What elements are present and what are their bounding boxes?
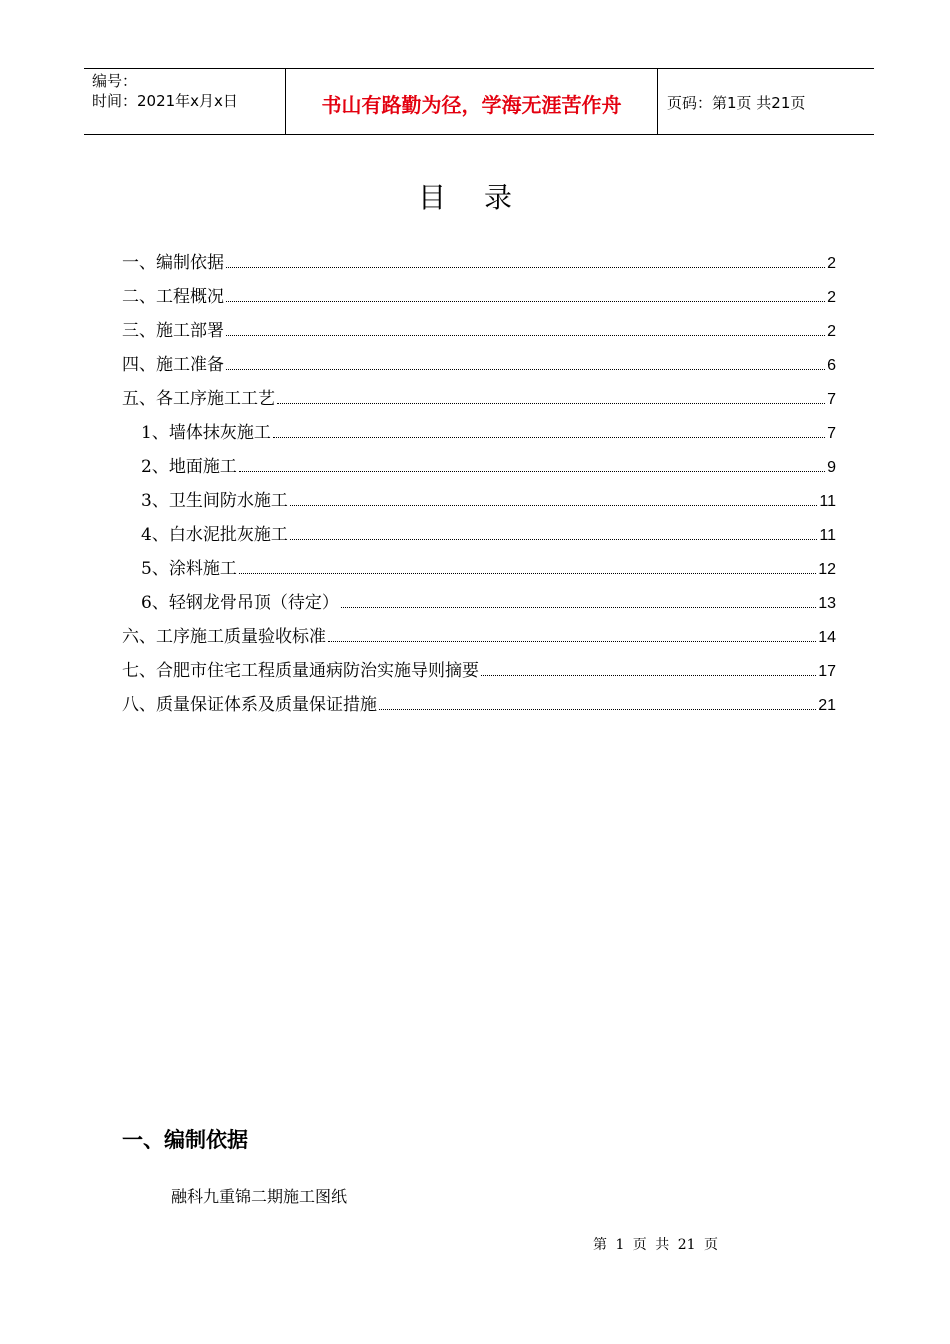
toc-entry[interactable] xyxy=(122,384,836,418)
toc-entry-page: 2 xyxy=(827,255,836,272)
toc-entry-page: 2 xyxy=(827,289,836,306)
toc-entry[interactable] xyxy=(122,520,836,554)
toc-entry-page: 13 xyxy=(818,595,836,612)
toc-entry[interactable] xyxy=(122,418,836,452)
toc-dot-leader xyxy=(226,334,825,336)
toc-entry[interactable] xyxy=(122,690,836,724)
toc-entry-label: 5、涂料施工 xyxy=(141,559,237,579)
toc-entry-label: 一、编制依据 xyxy=(122,253,224,273)
toc-dot-leader xyxy=(290,504,818,506)
toc-dot-leader xyxy=(328,640,816,642)
toc-dot-leader xyxy=(481,674,816,676)
toc-dot-leader xyxy=(226,266,825,268)
toc-entry-page: 6 xyxy=(827,357,836,374)
toc-dot-leader xyxy=(379,708,816,710)
table-of-contents xyxy=(122,248,836,724)
toc-dot-leader xyxy=(226,300,825,302)
section-body-text: 融科九重锦二期施工图纸 xyxy=(171,1187,348,1206)
toc-entry[interactable] xyxy=(122,452,836,486)
toc-entry[interactable] xyxy=(122,622,836,656)
toc-dot-leader xyxy=(239,572,816,574)
header-page-cell xyxy=(658,69,874,134)
toc-dot-leader xyxy=(273,436,825,438)
toc-entry-page: 2 xyxy=(827,323,836,340)
document-time-label: 时间：2021年x月x日 xyxy=(92,92,238,110)
toc-entry[interactable] xyxy=(122,588,836,622)
toc-dot-leader xyxy=(341,606,816,608)
toc-title: 目录 xyxy=(417,181,550,214)
toc-entry-page: 11 xyxy=(819,527,836,544)
toc-dot-leader xyxy=(290,538,818,540)
toc-entry-label: 3、卫生间防水施工 xyxy=(141,491,288,511)
toc-entry-page: 11 xyxy=(819,493,836,510)
toc-entry-label: 4、白水泥批灰施工 xyxy=(141,525,288,545)
toc-dot-leader xyxy=(226,368,825,370)
toc-entry-page: 21 xyxy=(818,697,836,714)
toc-entry-page: 7 xyxy=(827,425,836,442)
toc-entry-page: 12 xyxy=(818,561,836,578)
toc-entry-page: 9 xyxy=(827,459,836,476)
toc-entry-label: 六、工序施工质量验收标准 xyxy=(122,627,326,647)
header-meta-cell xyxy=(84,69,286,134)
toc-entry[interactable] xyxy=(122,486,836,520)
toc-entry[interactable] xyxy=(122,554,836,588)
toc-entry[interactable] xyxy=(122,316,836,350)
toc-entry-label: 三、施工部署 xyxy=(122,321,224,341)
toc-entry[interactable] xyxy=(122,248,836,282)
toc-entry-label: 1、墙体抹灰施工 xyxy=(141,423,271,443)
section-heading: 一、编制依据 xyxy=(122,1128,248,1152)
header-page-info: 页码：第1页 共21页 xyxy=(667,94,806,112)
toc-dot-leader xyxy=(277,402,825,404)
page-header xyxy=(84,68,874,135)
toc-dot-leader xyxy=(239,470,825,472)
page-footer: 第 1 页 共 21 页 xyxy=(593,1237,718,1253)
toc-entry-label: 二、工程概况 xyxy=(122,287,224,307)
toc-entry-label: 6、轻钢龙骨吊顶（待定） xyxy=(141,593,339,613)
toc-entry-page: 7 xyxy=(827,391,836,408)
toc-entry[interactable] xyxy=(122,656,836,690)
header-motto-cell xyxy=(286,69,658,134)
toc-entry-page: 17 xyxy=(818,663,836,680)
header-motto: 书山有路勤为径，学海无涯苦作舟 xyxy=(321,93,622,117)
document-number-label: 编号： xyxy=(92,72,138,90)
toc-entry[interactable] xyxy=(122,350,836,384)
toc-entry-label: 四、施工准备 xyxy=(122,355,224,375)
toc-entry-label: 2、地面施工 xyxy=(141,457,237,477)
toc-entry-label: 七、合肥市住宅工程质量通病防治实施导则摘要 xyxy=(122,661,479,681)
toc-entry[interactable] xyxy=(122,282,836,316)
toc-entry-label: 八、质量保证体系及质量保证措施 xyxy=(122,695,377,715)
toc-entry-page: 14 xyxy=(818,629,836,646)
toc-entry-label: 五、各工序施工工艺 xyxy=(122,389,275,409)
